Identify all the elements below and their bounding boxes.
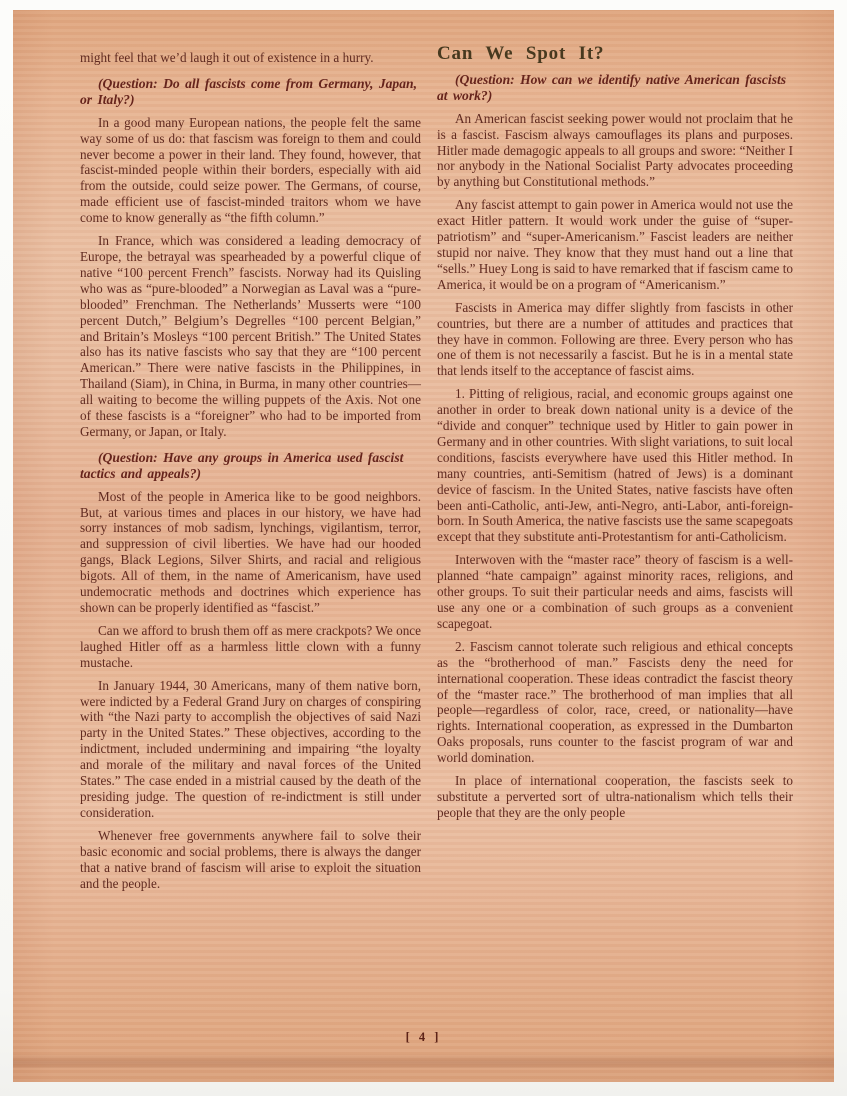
paragraph: Most of the people in America like to be good neighbors. But, at various times and places in our history, we have had sorry instances of mob sadism, lynchings, vigilantism, terror, and suppression of civil liberties. We have had our hooded gangs, Black Legions, Silver Shirts, and racial and religious bigots. All of them, in the name of Americanism, have used undemocratic methods and doctrines which experience has shown can be properly identified as “fascist.” xyxy=(80,488,421,615)
paragraph: Any fascist attempt to gain power in America would not use the exact Hitler pattern. It would work under the guise of “super-patriotism” and “super-Americanism.” Fascist leaders are neither stupid nor naive. They know that they must hand out a line that “sells.” Huey Long is said to have remarked that if fascism came to America, it would be on a program of “Americanism.” xyxy=(437,197,793,292)
paragraph: An American fascist seeking power would not proclaim that he is a fascist. Fascism always camouflages its plans and purposes. Hitler made demagogic appeals to all groups and swore: “Neither I nor anybody in the National Socialist Party advocates proceeding by anything but Constitutional methods.” xyxy=(437,110,793,190)
paragraph: In France, which was considered a leading democracy of Europe, the betrayal was spearheaded by a powerful clique of native “100 percent French” fascists. Norway had its Quisling who was as “pure-blooded” a Norwegian as Laval was a “pure-blooded” Frenchman. The Netherlands’ Musserts were “100 percent Dutch,” Belgium’s Degrelles “100 percent Belgian,” and Britain’s Mosleys “100 percent British.” The United States also has its native fascists who say that they are “100 percent American.” There were native fascists in the Philippines, in Thailand (Siam), in China, in Burma, in many other countries—all waiting to become the willing puppets of the Axis. Not one of these fascists is a “foreigner” who had to be imported from Germany, or Japan, or Italy. xyxy=(80,233,421,439)
right-column xyxy=(437,43,793,828)
paragraph: Interwoven with the “master race” theory of fascism is a well-planned “hate campaign” against minority races, religions, and other groups. To suit their particular needs and aims, fascists will use any one or a combination of such groups as a convenient scapegoat. xyxy=(437,552,793,631)
paragraph: 1. Pitting of religious, racial, and economic groups against one another in order to break down national unity is a device of the “divide and conquer” technique used by Hitler to gain power in Germany and in other countries. With slight variations, to suit local conditions, fascists everywhere have used this Hitler method. In many countries, anti-Semitism (hatred of Jews) is a dominant device of fascism. In the United States, native fascists have often been anti-Catholic, anti-Jew, anti-Negro, anti-Labor, anti-foreign-born. In South America, the native fascists use the same scapegoats except that they substitute anti-Protestantism for anti-Catholicism. xyxy=(437,386,793,545)
paragraph: Whenever free governments anywhere fail to solve their basic economic and social problems, there is always the danger that a native brand of fascism will arise to exploit the situation and the people. xyxy=(80,827,421,891)
paragraph: In a good many European nations, the people felt the same way some of us do: that fascism was foreign to them and could never become a power in their land. They found, however, that fascist-minded people within their borders, especially with aid from the outside, could seize power. The Germans, of course, made efficient use of fascist-minded traitors whom we have come to know generally as “the fifth column.” xyxy=(80,114,421,226)
paragraph: In place of international cooperation, the fascists seek to substitute a perverted sort of ultra-nationalism which tells their people that they are the only people xyxy=(437,773,793,820)
paragraph: In January 1944, 30 Americans, many of them native born, were indicted by a Federal Grand Jury on charges of conspiring with “the Nazi party to accomplish the objectives of said Nazi party in the United States.” These objectives, according to the indictment, included undermining and impairing “the loyalty and morale of the military and naval forces of the United States.” The case ended in a mistrial caused by the death of the presiding judge. The question of re-indictment is still under consideration. xyxy=(80,677,421,820)
paragraph: might feel that we’d laugh it out of existence in a hurry. xyxy=(80,50,374,65)
question-heading: (Question: How can we identify native American fascists at work?) xyxy=(437,71,787,103)
page-number: [ 4 ] xyxy=(405,1030,442,1044)
paragraph: Can we afford to brush them off as mere crackpots? We once laughed Hitler off as a harmless little clown with a funny mustache. xyxy=(80,622,421,670)
left-column xyxy=(80,50,421,898)
question-heading: (Question: Have any groups in America used fascist tactics and appeals?) xyxy=(80,449,404,481)
question-heading: (Question: Do all fascists come from Germany, Japan, or Italy?) xyxy=(80,75,417,107)
paragraph: 2. Fascism cannot tolerate such religious and ethical concepts as the “brotherhood of man.” Fascists deny the need for international cooperation. These ideas contradict the fascist theory of the “master race.” The brotherhood of man implies that all people—regardless of color, race, creed, or nationality—have rights. International cooperation, as expressed in the Dumbarton Oaks proposals, runs counter to the fascist program of war and world domination. xyxy=(437,638,793,766)
paragraph: Fascists in America may differ slightly from fascists in other countries, but there are a number of attitudes and practices that they have in common. Following are three. Every person who has one of them is not necessarily a fascist. But he is in a mental state that lends itself to the acceptance of fascist aims. xyxy=(437,299,793,379)
pamphlet-page xyxy=(13,10,834,1082)
section-heading: Can We Spot It? xyxy=(437,43,605,64)
